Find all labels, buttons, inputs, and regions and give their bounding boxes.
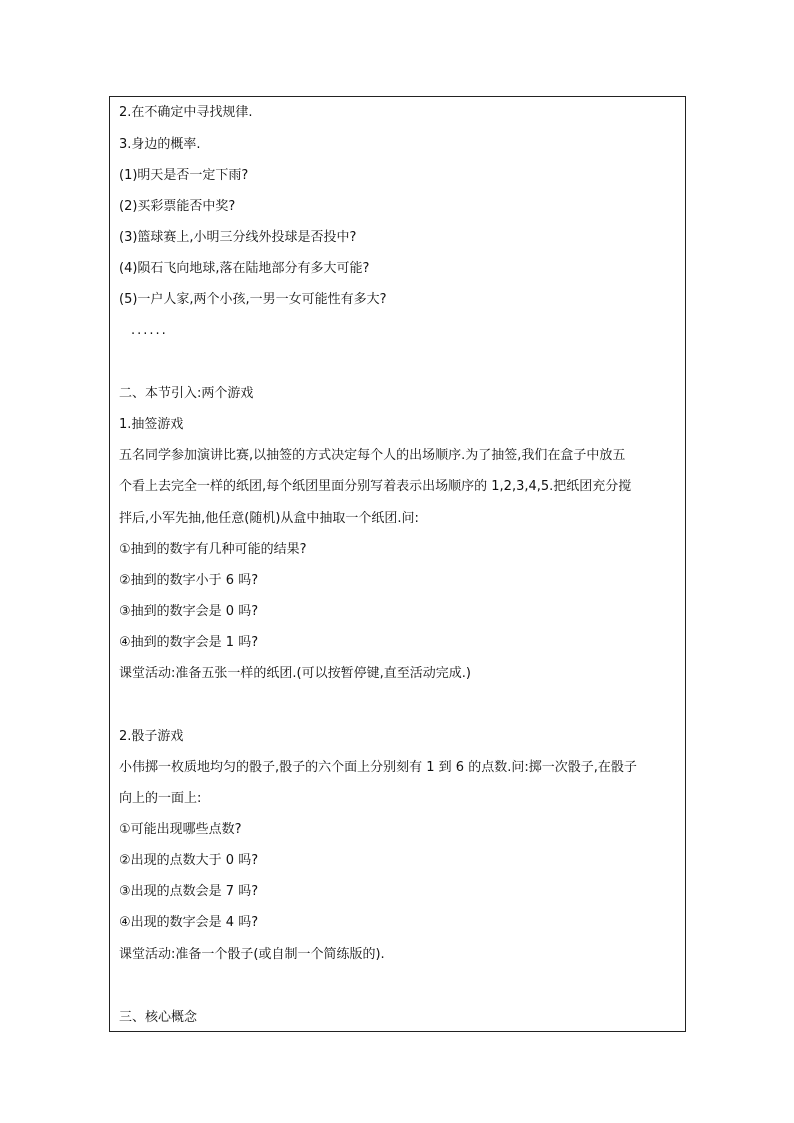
question-line: ③抽到的数字会是 0 吗? (119, 604, 259, 619)
subsection-heading: 2.骰子游戏 (119, 729, 184, 744)
paragraph-line: 五名同学参加演讲比赛,以抽签的方式决定每个人的出场顺序.为了抽签,我们在盒子中放五 (119, 448, 626, 463)
question-line: ①抽到的数字有几种可能的结果? (119, 542, 307, 557)
text-line: 2.在不确定中寻找规律. (119, 105, 253, 120)
question-line: ②抽到的数字小于 6 吗? (119, 573, 259, 588)
question-line: ③出现的点数会是 7 吗? (119, 884, 259, 899)
question-line: ④出现的数字会是 4 吗? (119, 915, 259, 930)
text-line: 3.身边的概率. (119, 137, 201, 152)
section-heading: 三、核心概念 (119, 1010, 198, 1025)
question-line: ④抽到的数字会是 1 吗? (119, 635, 259, 650)
paragraph-line: 向上的一面上: (119, 791, 202, 806)
subsection-heading: 1.抽签游戏 (119, 417, 184, 432)
activity-line: 课堂活动:准备五张一样的纸团.(可以按暂停键,直至活动完成.) (119, 666, 471, 681)
text-line: (1)明天是否一定下雨? (119, 168, 249, 183)
ellipsis: ...... (131, 323, 168, 338)
text-line: (3)篮球赛上,小明三分线外投球是否投中? (119, 230, 357, 245)
text-line: (4)陨石飞向地球,落在陆地部分有多大可能? (119, 261, 370, 276)
question-line: ②出现的点数大于 0 吗? (119, 853, 259, 868)
paragraph-line: 拌后,小军先抽,他任意(随机)从盒中抽取一个纸团.问: (119, 511, 419, 526)
question-line: ①可能出现哪些点数? (119, 822, 242, 837)
section-heading: 二、本节引入:两个游戏 (119, 386, 254, 401)
activity-line: 课堂活动:准备一个骰子(或自制一个简练版的). (119, 947, 385, 962)
paragraph-line: 小伟掷一枚质地均匀的骰子,骰子的六个面上分别刻有 1 到 6 的点数.问:掷一次骰子,在骰子 (119, 760, 637, 775)
text-line: (5)一户人家,两个小孩,一男一女可能性有多大? (119, 292, 387, 307)
text-line: (2)买彩票能否中奖? (119, 199, 236, 214)
paragraph-line: 个看上去完全一样的纸团,每个纸团里面分别写着表示出场顺序的 1,2,3,4,5.把纸团充分搅 (119, 479, 632, 494)
